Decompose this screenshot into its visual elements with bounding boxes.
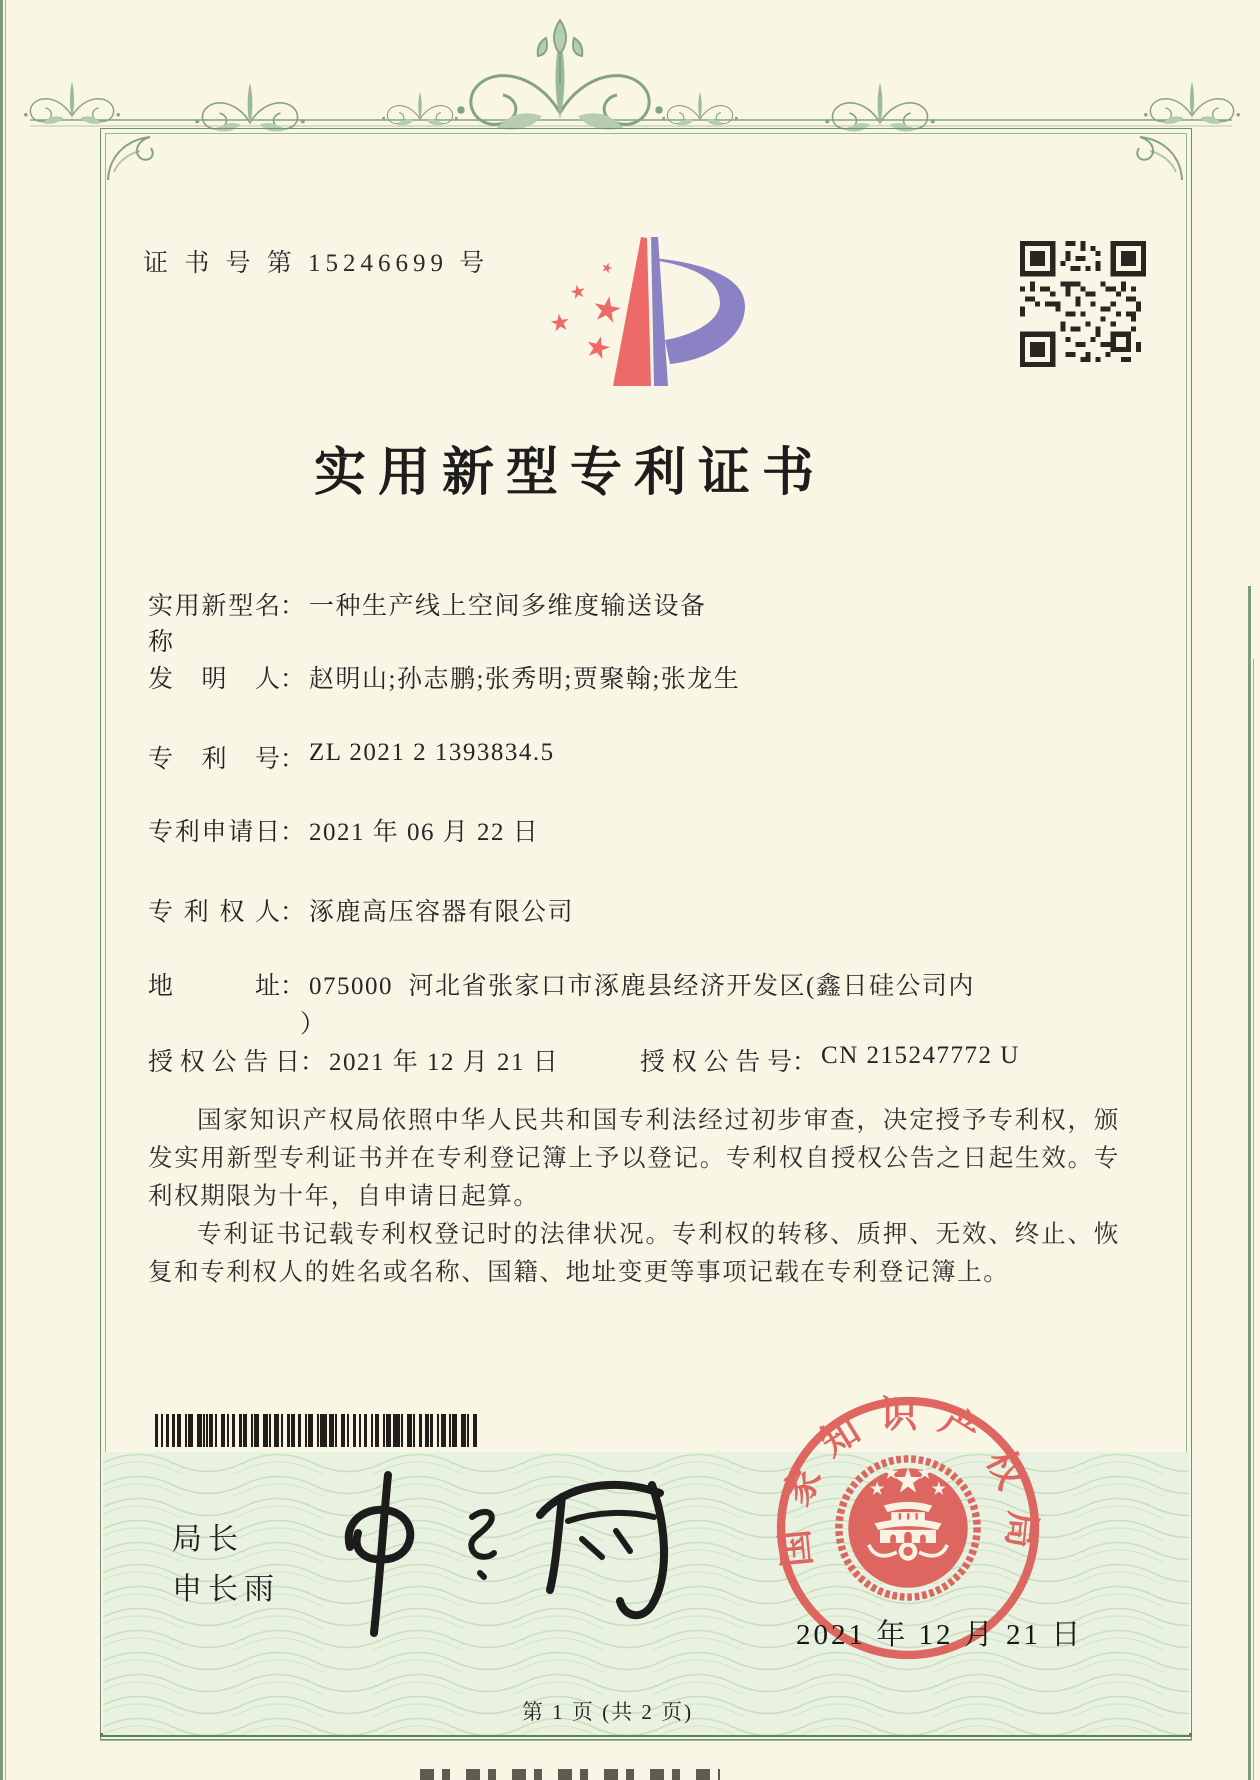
field-value: 涿鹿高压容器有限公司 <box>309 899 575 926</box>
field-value-address-continuation: ） <box>300 1011 326 1038</box>
field-value: ZL 2021 2 1393834.5 <box>309 739 555 766</box>
frame-corner-flourish <box>1134 132 1186 184</box>
certificate-title: 实用新型专利证书 <box>313 445 826 502</box>
director-signature-icon <box>330 1455 720 1640</box>
field-row-inventors <box>148 659 740 695</box>
page-edge-line-right <box>1248 586 1251 1780</box>
field-colon: ： <box>280 899 306 926</box>
officer-title: 局长 <box>172 1523 244 1556</box>
qr-code <box>1018 241 1148 367</box>
svg-text:国家知识产权局: 国家知识产权局 <box>773 1395 1043 1569</box>
field-value: 一种生产线上空间多维度输送设备 <box>309 593 707 620</box>
grant-number-label: 授权公告号 <box>640 1049 792 1076</box>
field-label: 专利权人 <box>148 899 280 926</box>
field-value: 赵明山;孙志鹏;张秀明;贾聚翰;张龙生 <box>309 666 741 693</box>
grant-row <box>148 1042 1020 1078</box>
field-colon: ： <box>300 1049 326 1076</box>
field-row-patentee <box>148 892 574 928</box>
field-row-patent-number <box>148 739 555 775</box>
field-colon: ： <box>792 1049 818 1076</box>
frame-corner-flourish <box>104 132 156 184</box>
grant-date-value: 2021 年 12 月 21 日 <box>329 1049 560 1076</box>
field-label: 地址 <box>148 973 280 1000</box>
legal-paragraph-2: 专利证书记载专利权登记时的法律状况。专利权的转移、质押、无效、终止、恢复和专利权人的姓名或名称、国籍、地址变更等事项记载在专利登记簿上。 <box>148 1221 1120 1286</box>
field-colon: ： <box>280 746 306 773</box>
legal-paragraph-1: 国家知识产权局依照中华人民共和国专利法经过初步审查，决定授予专利权，颁发实用新型专利证书并在专利登记簿上予以登记。专利权自授权公告之日起生效。专利权期限为十年，自申请日起算。 <box>148 1107 1120 1210</box>
page-edge-line-left <box>0 0 3 1780</box>
field-colon: ： <box>280 593 306 620</box>
field-value: 2021 年 06 月 22 日 <box>309 819 540 846</box>
field-row-address <box>148 966 975 1002</box>
page-edge-line-left-light <box>5 0 6 1780</box>
field-colon: ： <box>280 666 306 693</box>
field-label: 专利号 <box>148 746 280 773</box>
truncated-text-strip <box>420 1769 720 1780</box>
seal-date: 2021 年 12 月 21 日 <box>796 1619 1084 1651</box>
grant-date-label: 授权公告日 <box>148 1049 300 1076</box>
field-label: 发明人 <box>148 666 280 693</box>
officer-name: 申长雨 <box>172 1573 280 1606</box>
field-colon: ： <box>280 819 306 846</box>
grant-number-value: CN 215247772 U <box>821 1042 1020 1069</box>
field-label: 专利申请日 <box>148 819 280 846</box>
barcode <box>155 1414 477 1447</box>
certificate-number: 证 书 号 第 15246699 号 <box>143 250 490 277</box>
page-footer: 第 1 页 (共 2 页) <box>521 1700 694 1724</box>
field-value: 075000 河北省张家口市涿鹿县经济开发区(鑫日硅公司内 <box>309 973 975 1000</box>
field-row-filing-date <box>148 812 539 848</box>
field-label: 实用新型名称 <box>148 593 280 656</box>
cnipa-patent-logo-icon <box>550 228 755 390</box>
field-row-utility-model-name <box>148 586 707 658</box>
legal-text-block <box>148 1102 1120 1292</box>
field-colon: ： <box>280 973 306 1000</box>
page-edge-line-right-light <box>1253 659 1254 1780</box>
